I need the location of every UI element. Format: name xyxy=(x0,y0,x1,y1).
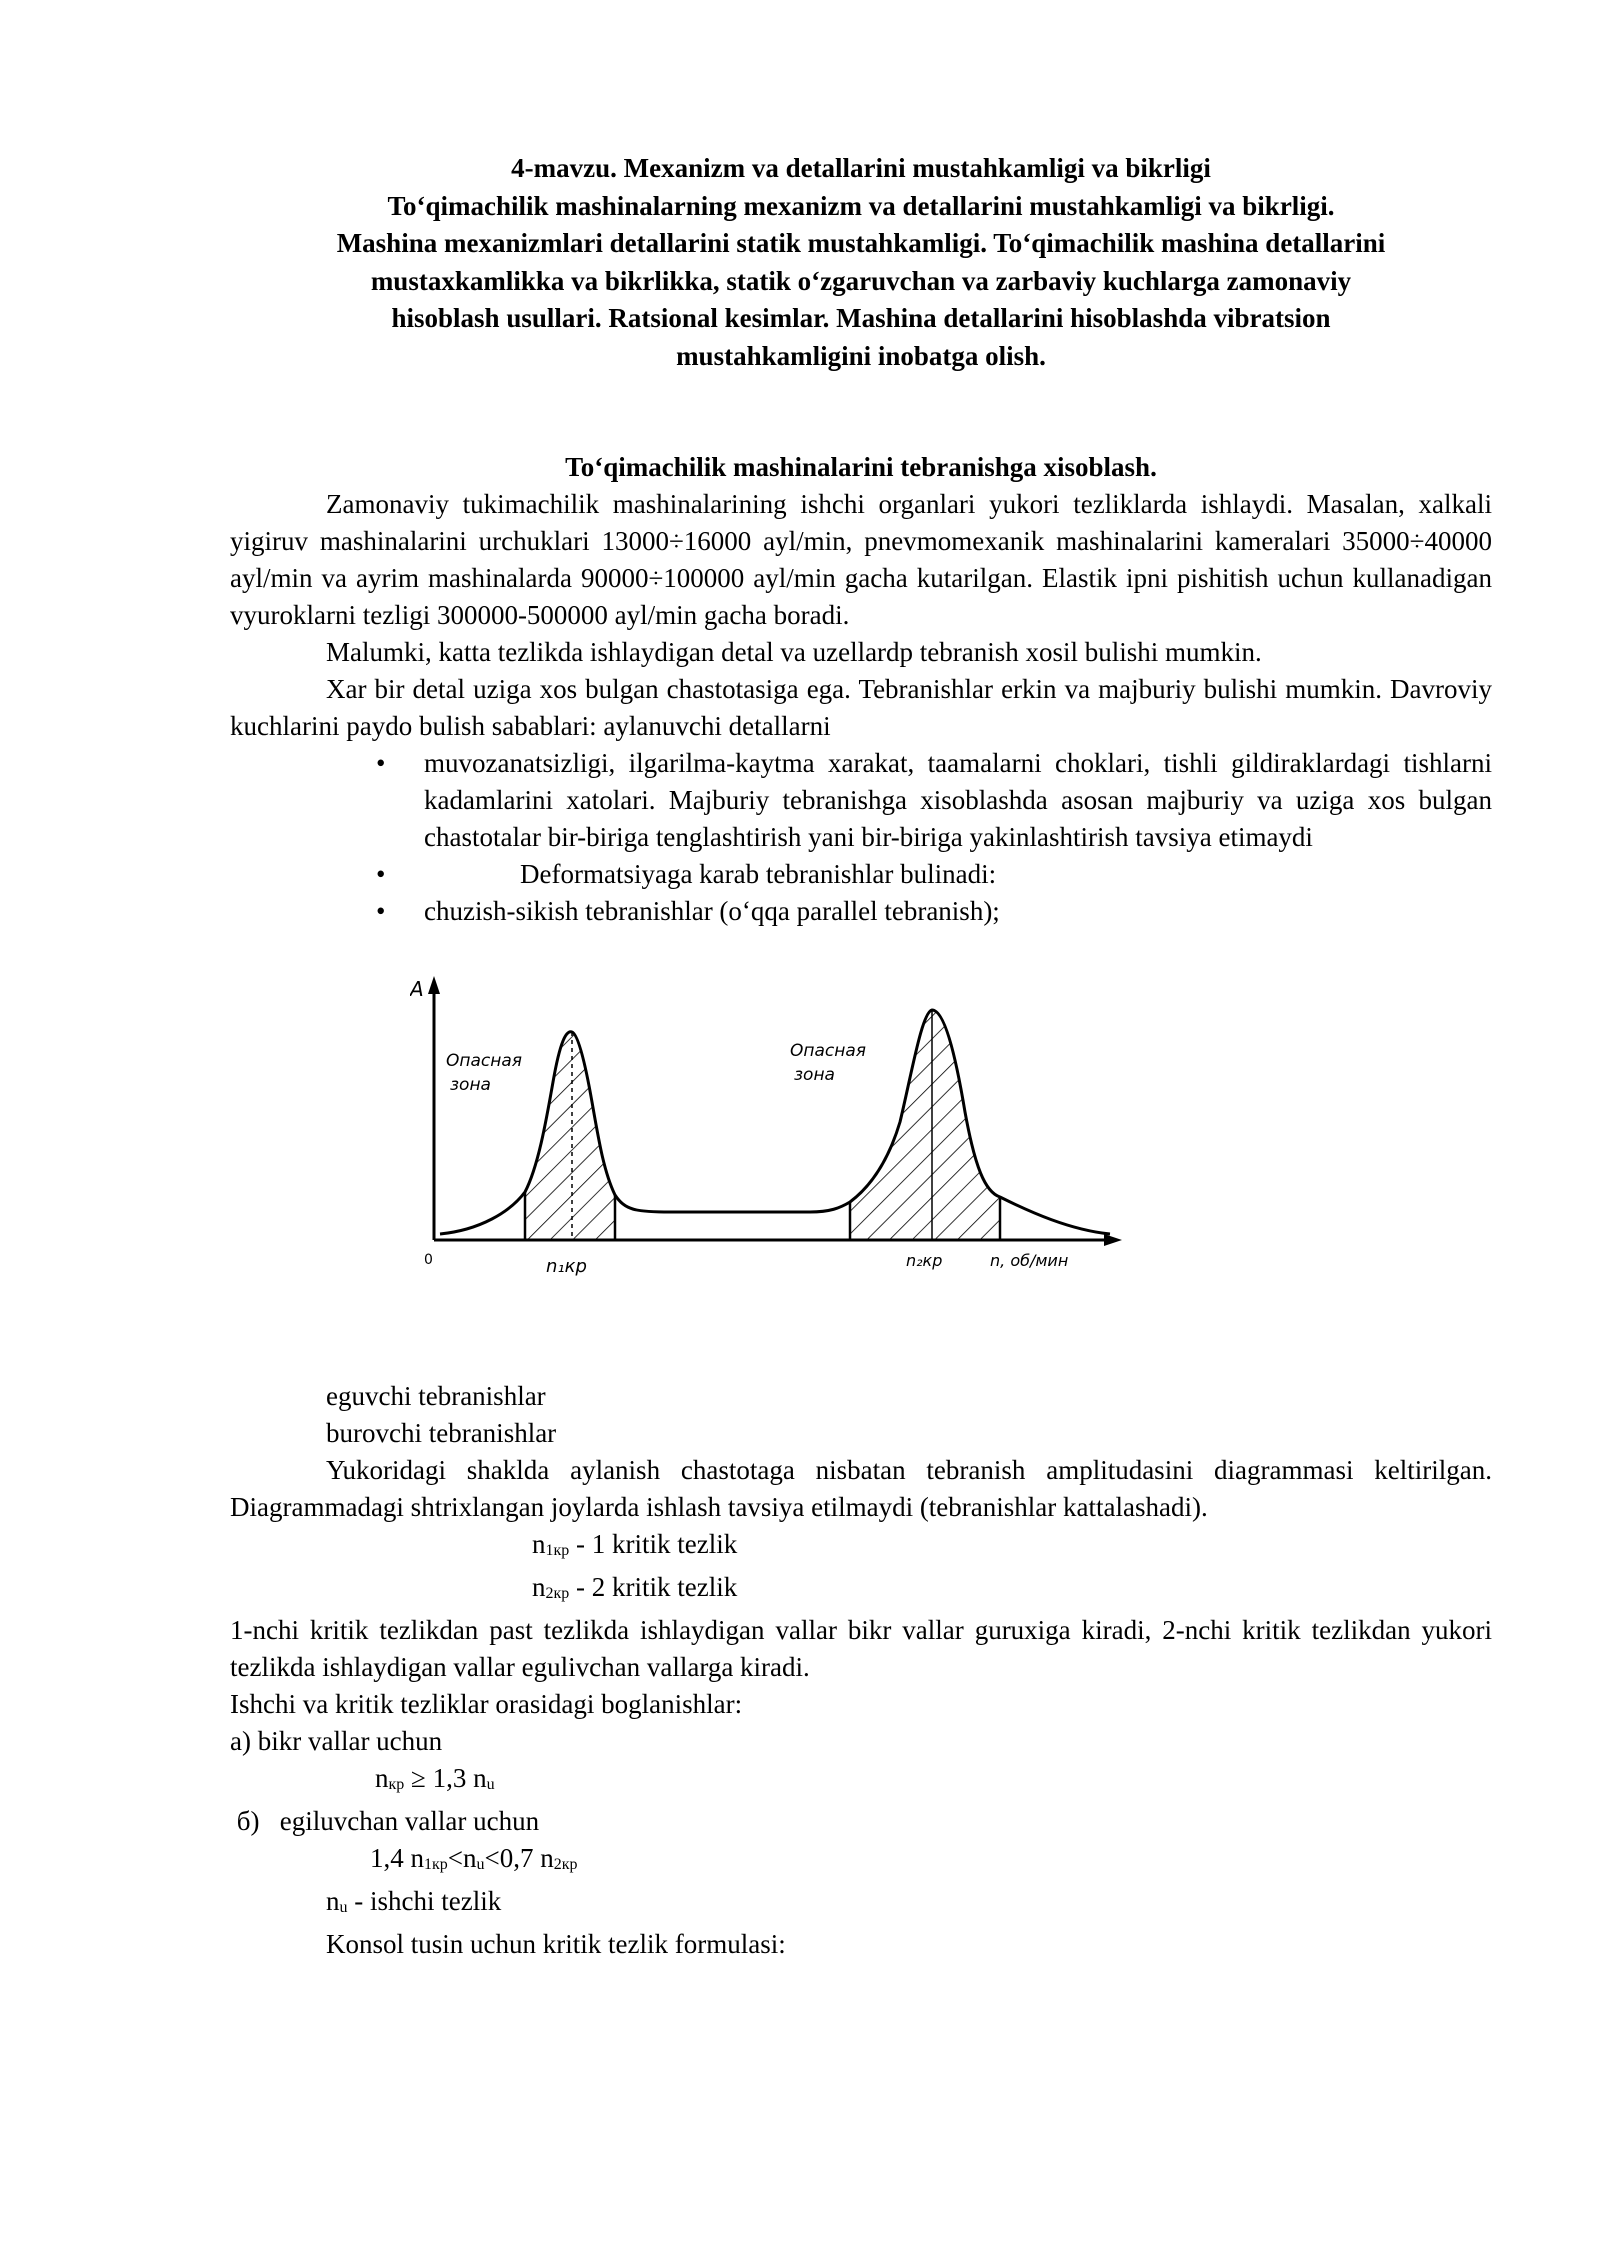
text-line: eguvchi tebranishlar xyxy=(326,1381,546,1411)
text: <0,7 n xyxy=(484,1843,554,1873)
symbol-n: n xyxy=(375,1763,389,1793)
critical-speed-2-line xyxy=(230,1569,1492,1612)
title-line: 4-mavzu. Mexanizm va detallarini mustahkamligi va bikrligi xyxy=(511,153,1211,183)
paragraph-shafts: 1-nchi kritik tezlikdan past tezlikda ishlaydigan vallar bikr vallar guruxiga kiradi, 2-nchi kritik tezlikdan yukori tezlikda ishlaydigan vallar egulivchan vallarga kiradi. xyxy=(230,1615,1492,1682)
document-page xyxy=(230,150,1492,1963)
working-speed-line xyxy=(230,1883,1492,1926)
list-item xyxy=(230,893,1492,930)
list-item-text: Deformatsiyaga karab tebranishlar bulinadi: xyxy=(520,859,997,889)
text-line: a) bikr vallar uchun xyxy=(230,1726,443,1756)
y-axis-label: A xyxy=(410,977,424,1001)
danger-zone-1-label: Опасная xyxy=(446,1051,523,1071)
symbol-n: n xyxy=(532,1572,546,1602)
title-line: hisoblash usullari. Ratsional kesimlar. Mashina detallarini hisoblashda vibratsion xyxy=(391,303,1331,333)
text: - 2 kritik tezlik xyxy=(569,1572,738,1602)
danger-zone-1 xyxy=(525,1032,615,1240)
after-figure-text xyxy=(230,1378,1492,1963)
subscript: u xyxy=(339,1899,348,1916)
subscript: кр xyxy=(388,1776,405,1793)
list-item xyxy=(230,856,1492,893)
diagram-svg xyxy=(410,972,1130,1302)
subscript: u xyxy=(486,1776,495,1793)
danger-zone-1-label: зона xyxy=(450,1075,491,1095)
subscript: 1кр xyxy=(545,1542,570,1559)
subscript: 1кр xyxy=(424,1856,448,1873)
paragraph-frequency: Xar bir detal uziga xos bulgan chastotasiga ega. Tebranishlar erkin va majburiy bulishi mumkin. Davroviy kuchlarini paydo bulish sabablari: aylanuvchi detallarni xyxy=(230,674,1492,741)
danger-zone-2 xyxy=(850,1010,1000,1240)
text: - ishchi tezlik xyxy=(347,1886,502,1916)
list-item-text: chuzish-sikish tebranishlar (o‘qqa parallel tebranish); xyxy=(424,896,1000,926)
title-line: To‘qimachilik mashinalarning mexanizm va detallarini mustahkamligi va bikrligi. xyxy=(387,190,1335,221)
x-tick-label: n₂кр xyxy=(906,1251,943,1270)
y-axis-arrow xyxy=(428,976,440,994)
bullet-icon: • xyxy=(376,859,386,889)
text: <n xyxy=(447,1843,477,1873)
bullet-icon: • xyxy=(376,896,386,926)
text-line: burovchi tebranishlar xyxy=(326,1418,557,1448)
x-axis-arrow xyxy=(1104,1234,1122,1246)
text-line: б) egiluvchan vallar uchun xyxy=(230,1806,540,1836)
origin-label: 0 xyxy=(424,1252,433,1268)
title-line: mustaxkamlikka va bikrlikka, statik o‘zgaruvchan va zarbaviy kuchlarga zamonaviy xyxy=(370,265,1352,296)
text-line: Konsol tusin uchun kritik tezlik formulasi: xyxy=(326,1929,786,1959)
section-title: To‘qimachilik mashinalarini tebranishga xisoblash. xyxy=(565,452,1157,482)
formula-flexible xyxy=(230,1840,1492,1883)
bullet-icon: • xyxy=(376,748,386,778)
subscript: u xyxy=(476,1856,485,1873)
list-item-text: muvozanatsizligi, ilgarilma-kaytma xarakat, taamalarni choklari, tishli gildiraklardagi tishlarni kadamlarini xatolari. Majburiy tebranishga xisoblashda asosan majburiy va uziga xos bulgan chastotalar bir-biriga tenglashtirish yani bir-biriga yakinlashtirish tavsiya etimaydi xyxy=(424,748,1492,852)
paragraph-speeds: Zamonaviy tukimachilik mashinalarining ishchi organlari yukori tezliklarda ishlaydi. Masalan, xalkali yigiruv mashinalarini urchuklari 13000÷16000 ayl/min, pnevmomexanik mashinalarini kameralari 35000÷40000 ayl/min va ayrim mashinalarda 90000÷100000 ayl/min gacha kutarilgan. Elastik ipni pishitish uchun kullanadigan vyuroklarni tezligi 300000-500000 ayl/min gacha boradi. xyxy=(230,489,1492,630)
title-line: Mashina mexanizmlari detallarini statik mustahkamligi. To‘qimachilik mashina detallarini xyxy=(336,228,1386,258)
text: - 1 kritik tezlik xyxy=(569,1529,738,1559)
symbol-n: n xyxy=(326,1886,340,1916)
x-axis-label: n, об/мин xyxy=(990,1251,1069,1270)
document-title xyxy=(230,150,1492,375)
subscript: 2кр xyxy=(553,1856,578,1873)
danger-zone-2-label: зона xyxy=(794,1065,835,1085)
x-tick-label: n₁кр xyxy=(546,1256,587,1277)
text: ≥ 1,3 n xyxy=(404,1763,487,1793)
amplitude-diagram xyxy=(230,972,1492,1312)
title-line: mustahkamligini inobatga olish. xyxy=(676,340,1046,371)
paragraph-vibration: Malumki, katta tezlikda ishlaydigan detal va uzellardp tebranish xosil bulishi mumkin. xyxy=(326,637,1262,667)
text-line: Ishchi va kritik tezliklar orasidagi boglanishlar: xyxy=(230,1689,743,1719)
text: 1,4 n xyxy=(370,1843,424,1873)
list-item xyxy=(230,745,1492,856)
danger-zone-2-label: Опасная xyxy=(790,1041,867,1061)
bullet-list xyxy=(230,745,1492,930)
critical-speed-1-line xyxy=(230,1526,1492,1569)
paragraph-diagram-description: Yukoridagi shaklda aylanish chastotaga nisbatan tebranish amplitudasini diagrammasi keltirilgan. Diagrammadagi shtrixlangan joylarda ishlash tavsiya etilmaydi (tebranishlar kattalashadi). xyxy=(230,1455,1492,1522)
formula-rigid xyxy=(230,1760,1492,1803)
symbol-n: n xyxy=(532,1529,546,1559)
subscript: 2кр xyxy=(545,1585,570,1602)
